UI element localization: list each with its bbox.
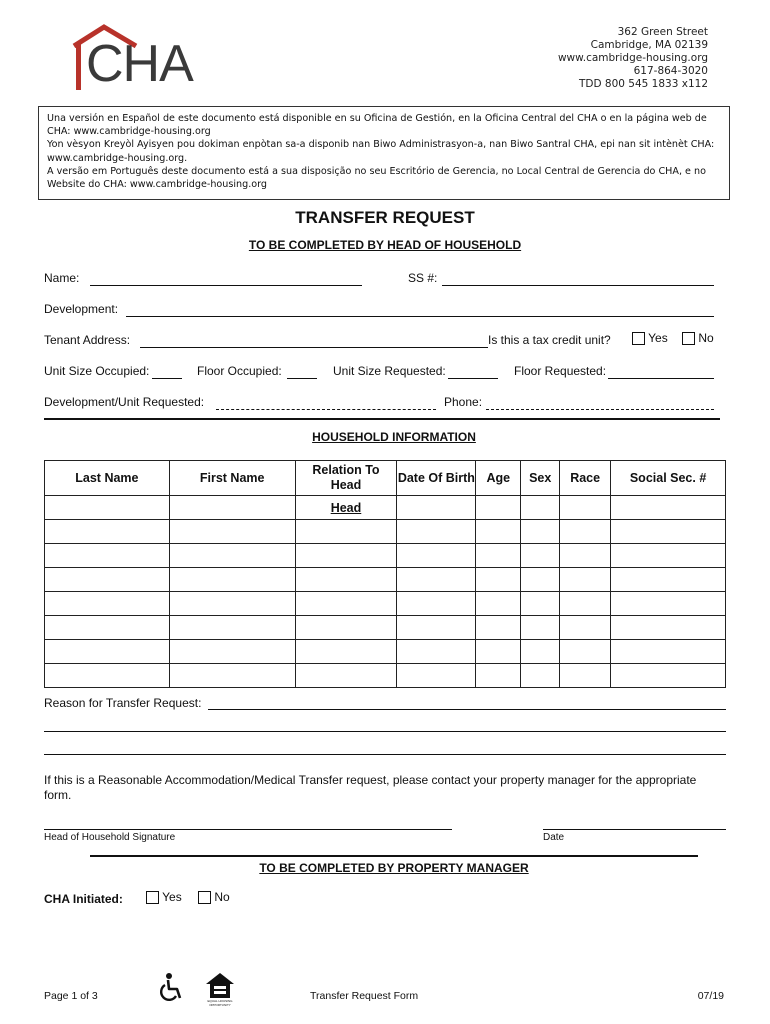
cha-initiated-label: CHA Initiated: — [44, 892, 123, 906]
phone-label: Phone: — [444, 395, 483, 409]
table-cell[interactable] — [611, 544, 726, 568]
table-cell[interactable] — [397, 544, 476, 568]
household-table — [44, 460, 726, 688]
reason-field-1[interactable] — [208, 709, 726, 710]
address-web: www.cambridge-housing.org — [557, 52, 708, 64]
col-ssn: Social Sec. # — [611, 461, 726, 496]
table-cell[interactable] — [397, 664, 476, 688]
dev-unit-requested-label: Development/Unit Requested: — [44, 395, 205, 409]
floor-requested-field[interactable] — [608, 378, 714, 379]
cha-initiated-no-checkbox[interactable] — [198, 891, 211, 904]
tax-credit-yes[interactable] — [632, 331, 668, 345]
unit-size-occupied-field[interactable] — [152, 378, 182, 379]
table-cell[interactable] — [397, 616, 476, 640]
col-last-name: Last Name — [45, 461, 170, 496]
name-field[interactable] — [90, 285, 362, 286]
phone-field[interactable] — [486, 409, 714, 410]
table-cell[interactable] — [45, 664, 170, 688]
cha-initiated-no-label: No — [214, 890, 230, 904]
ss-label: SS #: — [408, 271, 438, 285]
tax-credit-question: Is this a tax credit unit? — [488, 333, 611, 347]
form-date: 07/19 — [697, 990, 724, 1002]
table-cell[interactable] — [45, 616, 170, 640]
table-cell[interactable] — [397, 520, 476, 544]
col-dob: Date Of Birth — [397, 461, 476, 496]
col-relation: Relation To Head — [295, 461, 397, 496]
reason-field-3[interactable] — [44, 754, 726, 755]
notice-creole: Yon vèsyon Kreyòl Ayisyen pou dokiman enpòtan sa-a disponib nan Biwo Administrasyon-a, nan Biwo Santral CHA, epi nan sit intènèt CHA: www.cambridge-housing.org. — [47, 139, 715, 164]
table-row — [45, 496, 726, 520]
tenant-address-field[interactable] — [140, 347, 488, 348]
table-header-row — [45, 461, 726, 496]
table-cell[interactable] — [295, 520, 397, 544]
cha-initiated-yes-checkbox[interactable] — [146, 891, 159, 904]
unit-size-occupied-label: Unit Size Occupied: — [44, 364, 150, 378]
household-heading: HOUSEHOLD INFORMATION — [312, 430, 476, 444]
floor-occupied-field[interactable] — [287, 378, 317, 379]
table-cell[interactable] — [169, 664, 295, 688]
table-cell[interactable] — [397, 568, 476, 592]
table-cell[interactable] — [611, 616, 726, 640]
logo-text: CHA — [86, 35, 193, 93]
signature-label: Head of Household Signature — [44, 832, 176, 843]
col-age: Age — [476, 461, 521, 496]
head-relation-text: Head — [330, 500, 362, 515]
table-cell[interactable] — [560, 640, 611, 664]
table-cell[interactable] — [476, 664, 521, 688]
reason-label: Reason for Transfer Request: — [44, 696, 202, 710]
table-cell[interactable] — [295, 592, 397, 616]
table-cell[interactable] — [611, 640, 726, 664]
manager-divider — [90, 855, 698, 857]
dev-unit-requested-field[interactable] — [216, 409, 436, 410]
table-cell[interactable] — [476, 568, 521, 592]
table-cell[interactable] — [45, 520, 170, 544]
tax-credit-yes-checkbox[interactable] — [632, 332, 645, 345]
table-row — [45, 592, 726, 616]
form-subtitle: TO BE COMPLETED BY HEAD OF HOUSEHOLD — [248, 238, 522, 252]
table-cell[interactable] — [611, 664, 726, 688]
table-cell[interactable] — [521, 664, 560, 688]
ss-field[interactable] — [442, 285, 714, 286]
table-cell[interactable] — [169, 592, 295, 616]
table-cell[interactable] — [397, 640, 476, 664]
table-cell[interactable] — [476, 640, 521, 664]
tax-credit-yes-label: Yes — [648, 331, 668, 345]
accessibility-icon — [158, 972, 186, 1002]
floor-requested-label: Floor Requested: — [514, 364, 607, 378]
notice-portuguese: A versão em Português deste documento está a sua disposição no seu Escritório de Gerencia, no Local Central de Gerencia do CHA, e no Website do CHA: www.cambridge-housing.org — [47, 165, 706, 191]
unit-size-requested-field[interactable] — [448, 378, 498, 379]
table-cell[interactable] — [476, 592, 521, 616]
col-race: Race — [560, 461, 611, 496]
col-first-name: First Name — [169, 461, 295, 496]
cha-initiated-yes[interactable] — [146, 890, 182, 904]
table-row — [45, 520, 726, 544]
table-cell[interactable] — [521, 568, 560, 592]
table-cell[interactable] — [295, 544, 397, 568]
equal-housing-text: EQUAL HOUSING OPPORTUNITY — [207, 999, 233, 1007]
table-row — [45, 640, 726, 664]
section-divider — [44, 418, 720, 420]
table-cell[interactable] — [521, 496, 560, 520]
table-cell[interactable] — [169, 496, 295, 520]
reason-field-2[interactable] — [44, 731, 726, 732]
form-name: Transfer Request Form — [310, 990, 419, 1002]
address-tdd: TDD 800 545 1833 x112 — [579, 78, 708, 90]
table-cell[interactable] — [521, 592, 560, 616]
date-field[interactable] — [543, 829, 726, 830]
address-phone: 617-864-3020 — [633, 65, 708, 77]
notice-spanish: Una versión en Español de este documento está disponible en su Oficina de Gestión, en la Oficina Central del CHA o en la página web de CHA: www.cambridge-housing.org — [47, 113, 707, 138]
unit-size-requested-label: Unit Size Requested: — [333, 364, 446, 378]
table-row — [45, 664, 726, 688]
table-cell[interactable] — [521, 544, 560, 568]
manager-heading: TO BE COMPLETED BY PROPERTY MANAGER — [259, 861, 529, 875]
table-cell[interactable] — [397, 592, 476, 616]
accommodation-note: If this is a Reasonable Accommodation/Medical Transfer request, please contact your property manager for the appropriate form. — [44, 773, 697, 802]
table-cell[interactable] — [45, 568, 170, 592]
table-cell[interactable] — [169, 520, 295, 544]
table-row — [45, 544, 726, 568]
form-title: TRANSFER REQUEST — [295, 208, 475, 227]
col-sex: Sex — [521, 461, 560, 496]
table-row — [45, 616, 726, 640]
tenant-address-label: Tenant Address: — [44, 333, 131, 347]
table-cell[interactable] — [560, 592, 611, 616]
cha-initiated-text: CHA Initiated — [44, 892, 119, 906]
head-relation-cell — [295, 496, 397, 520]
table-cell[interactable] — [476, 496, 521, 520]
table-cell[interactable] — [611, 568, 726, 592]
table-cell[interactable] — [45, 640, 170, 664]
cha-initiated-yes-label: Yes — [162, 890, 182, 904]
table-cell[interactable] — [560, 496, 611, 520]
address-street: 362 Green Street — [617, 26, 708, 38]
table-cell[interactable] — [295, 640, 397, 664]
tax-credit-no-label: No — [698, 331, 714, 345]
table-cell[interactable] — [295, 568, 397, 592]
table-cell[interactable] — [295, 616, 397, 640]
table-cell[interactable] — [521, 520, 560, 544]
table-cell[interactable] — [560, 616, 611, 640]
equal-housing-icon — [203, 970, 237, 1007]
table-cell[interactable] — [295, 664, 397, 688]
floor-occupied-label: Floor Occupied: — [197, 364, 282, 378]
table-cell[interactable] — [476, 544, 521, 568]
signature-field[interactable] — [44, 829, 452, 830]
table-cell[interactable] — [476, 520, 521, 544]
name-label: Name: — [44, 271, 80, 285]
table-cell[interactable] — [45, 496, 170, 520]
table-cell[interactable] — [397, 496, 476, 520]
table-cell[interactable] — [560, 520, 611, 544]
table-cell[interactable] — [169, 616, 295, 640]
table-cell[interactable] — [611, 496, 726, 520]
language-notice — [38, 106, 730, 200]
table-cell[interactable] — [560, 664, 611, 688]
table-cell[interactable] — [611, 520, 726, 544]
table-cell[interactable] — [611, 592, 726, 616]
tax-credit-no[interactable] — [682, 331, 714, 345]
table-row — [45, 568, 726, 592]
table-cell[interactable] — [476, 616, 521, 640]
cha-logo — [70, 24, 200, 94]
table-cell[interactable] — [521, 640, 560, 664]
table-cell[interactable] — [169, 568, 295, 592]
date-label: Date — [543, 832, 565, 843]
table-cell[interactable] — [560, 568, 611, 592]
table-cell[interactable] — [169, 640, 295, 664]
table-cell[interactable] — [521, 616, 560, 640]
cha-initiated-no[interactable] — [198, 890, 230, 904]
table-cell[interactable] — [169, 544, 295, 568]
address-block — [558, 26, 708, 91]
page-number: Page 1 of 3 — [44, 990, 98, 1002]
tax-credit-no-checkbox[interactable] — [682, 332, 695, 345]
address-city: Cambridge, MA 02139 — [590, 39, 708, 51]
development-label: Development: — [44, 302, 119, 316]
table-cell[interactable] — [560, 544, 611, 568]
table-cell[interactable] — [45, 592, 170, 616]
development-field[interactable] — [126, 316, 714, 317]
table-cell[interactable] — [45, 544, 170, 568]
